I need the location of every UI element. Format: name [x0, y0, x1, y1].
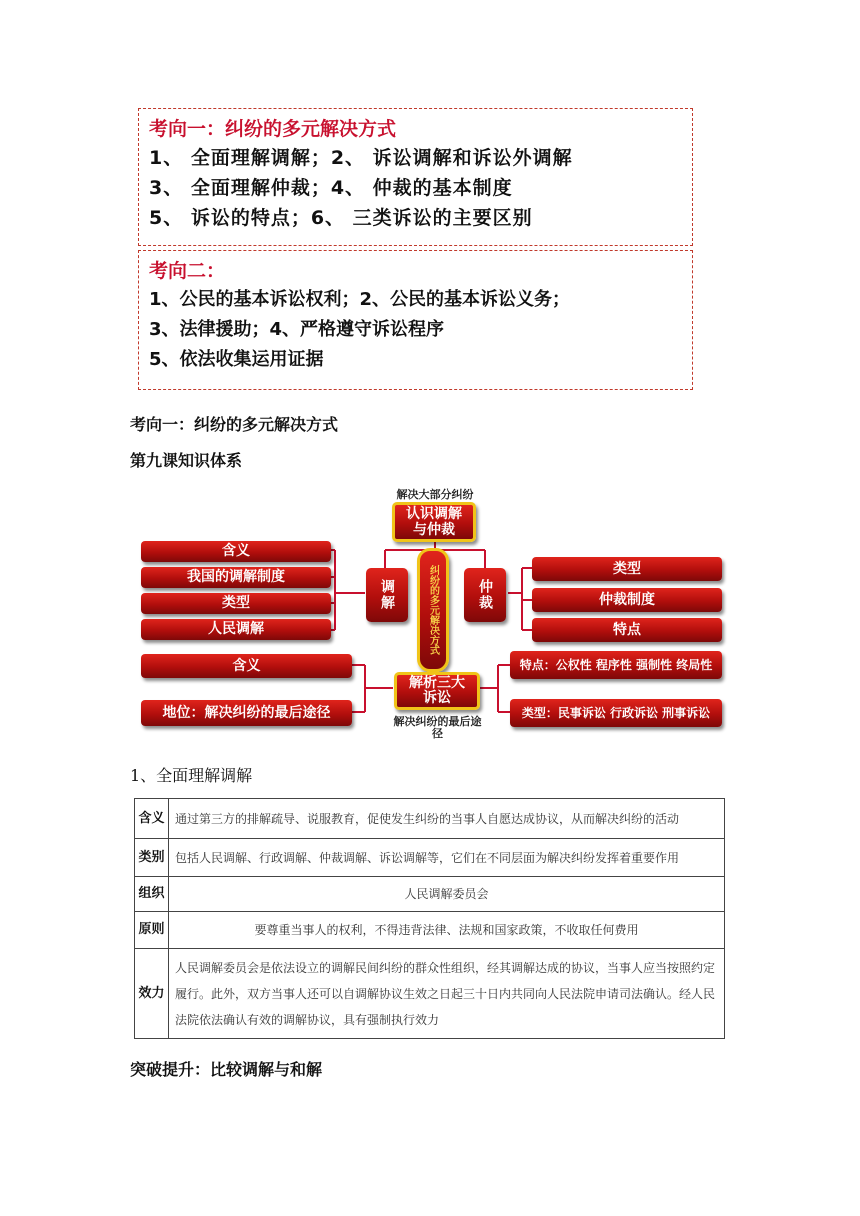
exam-focus-box-2 — [138, 250, 693, 390]
box2-title: 考向二： — [149, 260, 226, 282]
right-item-features: 特点 — [532, 618, 722, 642]
row-value: 人民调解委员会是依法设立的调解民间纠纷的群众性组织，经其调解达成的协议，当事人应当按照约定履行。此外，双方当事人还可以自调解协议生效之日起三十日内共同向人民法院申请司法确认。经人民法院依法确认有效的调解协议，具有强制执行效力 — [169, 949, 725, 1039]
left-item-meaning: 含义 — [141, 541, 331, 562]
row-value: 人民调解委员会 — [169, 877, 725, 912]
row-key: 组织 — [135, 877, 169, 912]
left-item-types: 类型 — [141, 593, 331, 614]
right-item-arbitration-system: 仲裁制度 — [532, 588, 722, 612]
exam-focus-box-1 — [138, 108, 693, 246]
knowledge-mindmap — [130, 480, 730, 750]
bottom-left-status: 地位：解决纠纷的最后途径 — [141, 700, 352, 726]
row-value: 要尊重当事人的权利，不得违背法律、法规和国家政策，不收取任何费用 — [169, 912, 725, 949]
box2-line-2: 3、法律援助；4、严格遵守诉讼程序 — [149, 319, 445, 340]
left-item-mediation-system: 我国的调解制度 — [141, 567, 331, 588]
recognize-mediation-arbitration-box: 认识调解与仲裁 — [392, 502, 476, 542]
table-row — [135, 799, 725, 839]
row-value: 包括人民调解、行政调解、仲裁调解、诉讼调解等，它们在不同层面为解决纠纷发挥着重要作用 — [169, 839, 725, 877]
three-litigations-box: 解析三大诉讼 — [394, 672, 480, 710]
table-row — [135, 912, 725, 949]
table-row — [135, 877, 725, 912]
table-row — [135, 839, 725, 877]
row-key: 效力 — [135, 949, 169, 1039]
section-heading-4: 突破提升：比较调解与和解 — [130, 1060, 323, 1079]
box1-line-3: 5、 诉讼的特点；6、 三类诉讼的主要区别 — [149, 207, 533, 229]
section-heading-3: 1、全面理解调解 — [130, 766, 253, 785]
box1-line-1: 1、 全面理解调解；2、 诉讼调解和诉讼外调解 — [149, 147, 573, 169]
left-item-people-mediation: 人民调解 — [141, 619, 331, 640]
row-key: 原则 — [135, 912, 169, 949]
row-value: 通过第三方的排解疏导、说服教育，促使发生纠纷的当事人自愿达成协议，从而解决纠纷的活动 — [169, 799, 725, 839]
bottom-caption: 解决纠纷的最后途径 — [393, 715, 482, 740]
right-item-types: 类型 — [532, 557, 722, 581]
bottom-right-types: 类型：民事诉讼 行政诉讼 刑事诉讼 — [510, 699, 722, 727]
row-key: 类别 — [135, 839, 169, 877]
box2-line-3: 5、依法收集运用证据 — [149, 349, 324, 370]
bottom-right-features: 特点：公权性 程序性 强制性 终局性 — [510, 651, 722, 679]
box1-title: 考向一：纠纷的多元解决方式 — [149, 118, 397, 140]
row-key: 含义 — [135, 799, 169, 839]
bottom-left-meaning: 含义 — [141, 654, 352, 678]
box2-line-1: 1、公民的基本诉讼权利；2、公民的基本诉讼义务； — [149, 289, 571, 310]
center-oval: 纠纷的多元解决方式 — [417, 548, 449, 672]
section-heading-1: 考向一：纠纷的多元解决方式 — [130, 415, 339, 434]
section-heading-2: 第九课知识体系 — [130, 451, 243, 470]
mediation-table — [134, 798, 725, 1039]
top-caption: 解决大部分纠纷 — [396, 488, 474, 501]
arbitration-box: 仲裁 — [464, 568, 506, 622]
box1-line-2: 3、 全面理解仲裁；4、 仲裁的基本制度 — [149, 177, 513, 199]
table-row — [135, 949, 725, 1039]
mediation-box: 调解 — [366, 568, 408, 622]
